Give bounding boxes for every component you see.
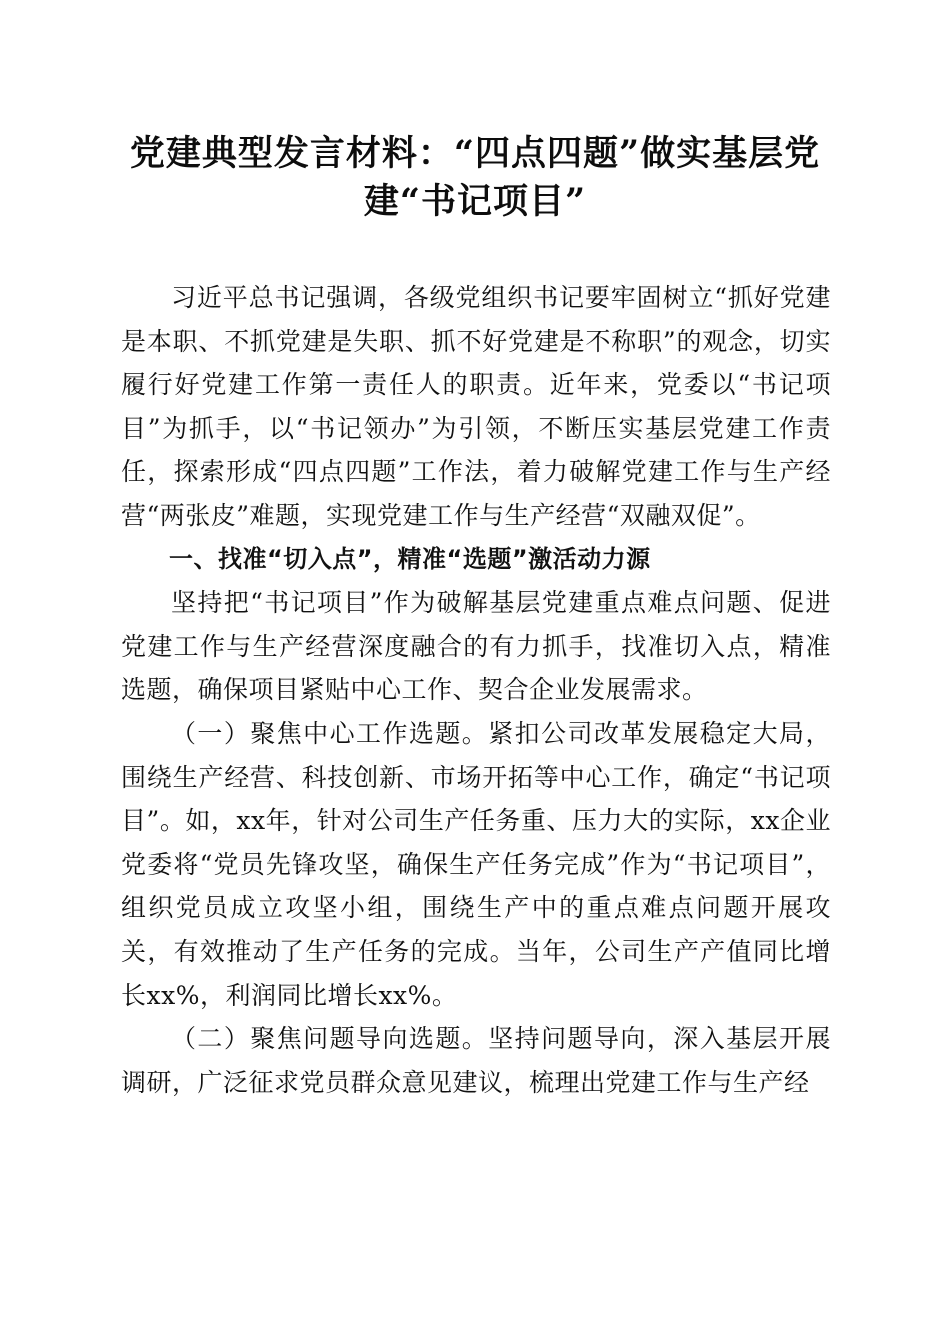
document-title: [110, 130, 840, 226]
section-1-heading: 一、找准“切入点”，精准“选题”激活动力源: [169, 544, 651, 573]
subsection-2-paragraph: [121, 1017, 831, 1104]
subsection-1-heading: （一）聚焦中心工作选题。: [171, 718, 489, 748]
section-1-intro-paragraph: 坚持把“书记项目”作为破解基层党建重点难点问题、促进党建工作与生产经营深度融合的有力抓手，找准切入点，精准选题，确保项目紧贴中心工作、契合企业发展需求。: [121, 588, 831, 705]
title-line-1: 党建典型发言材料：“四点四题”做实基层党: [129, 133, 821, 174]
subsection-1-body: 紧扣公司改革发展稳定大局，围绕生产经营、科技创新、市场开拓等中心工作，确定“书记项目”。如，xx年，针对公司生产任务重、压力大的实际，xx企业党委将“党员先锋攻坚，确保生产任务完成”作为“书记项目”，组织党员成立攻坚小组，围绕生产中的重点难点问题开展攻关，有效推动了生产任务的完成。当年，公司生产产值同比增长xx%，利润同比增长xx%。: [121, 718, 831, 1010]
subsection-2-heading: （二）聚焦问题导向选题。: [171, 1024, 489, 1054]
subsection-2-body: 坚持问题导向，深入基层开展调研，广泛征求党员群众意见建议，梳理出党建工作与生产经: [121, 1024, 831, 1097]
intro-paragraph: 习近平总书记强调，各级党组织书记要牢固树立“抓好党建是本职、不抓党建是失职、抓不好党建是不称职”的观念，切实履行好党建工作第一责任人的职责。近年来，党委以“书记项目”为抓手，以“书记领办”为引领，不断压实基层党建工作责任，探索形成“四点四题”工作法，着力破解党建工作与生产经营“两张皮”难题，实现党建工作与生产经营“双融双促”。: [121, 283, 831, 530]
document-body: [121, 276, 831, 1104]
title-line-2: 建“书记项目”: [363, 181, 587, 222]
subsection-1-paragraph: [121, 712, 831, 1017]
